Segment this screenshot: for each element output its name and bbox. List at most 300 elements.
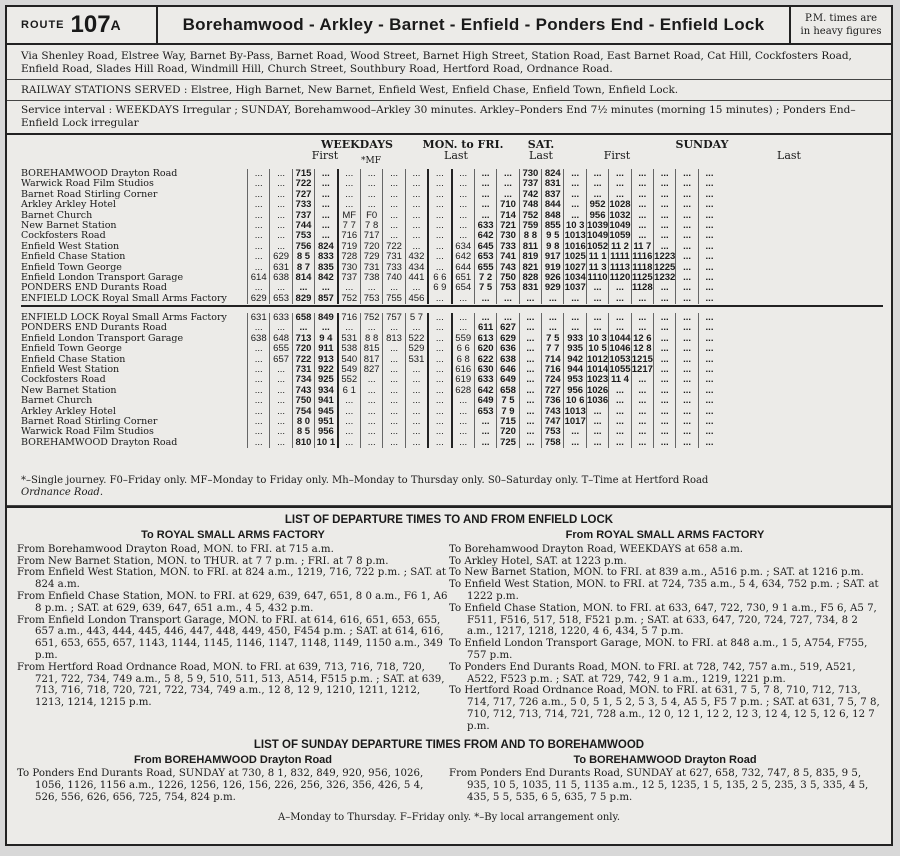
time-cell: 951 xyxy=(315,417,338,427)
time-cell: ... xyxy=(338,323,361,333)
time-cell: 642 xyxy=(452,252,475,262)
time-cell: ... xyxy=(338,396,361,406)
time-cell: 731 xyxy=(292,365,314,375)
route-suffix: A xyxy=(110,17,121,33)
time-cell: 10 1 xyxy=(315,438,338,448)
time-cell: ... xyxy=(270,427,292,437)
enfield-lock-list xyxy=(7,506,891,823)
stop-name: Cockfosters Road xyxy=(21,374,106,386)
time-cell: 649 xyxy=(497,375,519,385)
time-cell: 742 xyxy=(519,190,541,200)
time-cell: ... xyxy=(698,263,720,273)
time-cell: ... xyxy=(698,190,720,200)
time-cell: ... xyxy=(698,200,720,210)
time-cell: ... xyxy=(428,231,451,241)
time-cell: ... xyxy=(698,438,720,448)
time-cell: 1110 xyxy=(587,272,608,284)
time-cell: ... xyxy=(405,283,428,293)
time-cell: ... xyxy=(631,313,653,323)
departure-entry: To Enfield London Transport Garage, MON. to FRI. at 848 a.m., 1 5, A754, F755, 757 p.m. xyxy=(449,638,868,661)
time-cell: ... xyxy=(383,221,405,231)
time-cell: 633 xyxy=(270,313,292,323)
time-cell: ... xyxy=(428,294,451,304)
time-cell: ... xyxy=(586,417,608,427)
time-cell: 619 xyxy=(452,375,475,385)
time-cell: ... xyxy=(654,396,676,406)
time-cell: ... xyxy=(338,283,361,293)
time-cell: 552 xyxy=(338,375,361,385)
time-cell: ... xyxy=(270,231,292,241)
time-cell: 1013 xyxy=(564,230,586,242)
time-cell: ... xyxy=(676,407,698,417)
time-cell: 733 xyxy=(497,242,519,252)
time-cell: ... xyxy=(519,438,541,448)
time-cell: ... xyxy=(654,355,676,365)
time-cell: 653 xyxy=(474,252,496,262)
time-cell: ... xyxy=(338,200,361,210)
time-cell: 911 xyxy=(315,344,338,354)
stop-name: ENFIELD LOCK Royal Small Arms Factory xyxy=(21,292,227,304)
time-cell: ... xyxy=(360,386,382,396)
time-cell: ... xyxy=(405,407,428,417)
time-cell: 956 xyxy=(564,386,586,396)
time-cell: ... xyxy=(631,386,653,396)
time-cell: ... xyxy=(698,355,720,365)
time-cell: ... xyxy=(383,344,405,354)
time-cell: ... xyxy=(270,375,292,385)
time-cell: ... xyxy=(315,221,338,231)
time-cell: ... xyxy=(609,417,631,427)
time-cell: ... xyxy=(405,242,428,252)
time-cell: 722 xyxy=(383,242,405,252)
time-cell: 744 xyxy=(292,221,314,231)
time-cell: ... xyxy=(676,294,698,304)
time-cell: 6 8 xyxy=(452,355,475,365)
time-cell: ... xyxy=(676,211,698,221)
time-cell: ... xyxy=(654,211,676,221)
time-cell: ... xyxy=(564,169,586,179)
time-cell: ... xyxy=(519,427,541,437)
time-cell: 719 xyxy=(338,242,361,252)
time-cell: ... xyxy=(360,396,382,406)
time-cell: 844 xyxy=(542,200,564,210)
time-cell: ... xyxy=(452,438,475,448)
time-cell: 728 xyxy=(338,252,361,262)
stop-name: Cockfosters Road xyxy=(21,230,106,242)
time-cell: 11 7 xyxy=(631,242,653,252)
timetable-divider xyxy=(21,305,883,307)
time-cell: 733 xyxy=(292,200,314,210)
time-cell: ... xyxy=(270,200,292,210)
time-cell: ... xyxy=(248,263,270,273)
time-cell: 1111 xyxy=(610,251,630,263)
time-cell: 12 6 xyxy=(633,332,652,344)
time-cell: 734 xyxy=(292,375,314,385)
time-cell: 730 xyxy=(497,231,519,241)
time-cell: 522 xyxy=(405,334,428,344)
stop-name: ENFIELD LOCK Royal Small Arms Factory xyxy=(21,312,227,323)
time-cell: ... xyxy=(428,313,451,323)
time-cell: ... xyxy=(586,294,608,304)
time-cell: 1032 xyxy=(609,209,631,221)
time-cell: ... xyxy=(564,313,586,323)
time-cell: ... xyxy=(698,221,720,231)
time-cell: ... xyxy=(676,386,698,396)
inbound-table xyxy=(21,313,720,448)
time-cell: 655 xyxy=(474,263,496,273)
list2-left-text: To Ponders End Durants Road, SUNDAY at 730, 8 1, 832, 849, 920, 956, 1026, 1056, 1126, 1156 a.m., 1226, 1256, 126, 156, 226, 256, 326, 356, 426, 5 4, 526, 556, 626, 656, 725, 754, 824 p.m. xyxy=(17,768,424,803)
time-cell: ... xyxy=(654,334,676,344)
time-cell: 724 xyxy=(542,375,564,385)
footer-notes: A–Monday to Thursday. F–Friday only. *–By local arrangement only. xyxy=(278,811,620,823)
time-cell: ... xyxy=(270,438,292,448)
time-cell: 6 6 xyxy=(428,273,451,283)
time-cell: 821 xyxy=(519,263,541,273)
time-cell: 631 xyxy=(270,263,292,273)
time-cell: 629 xyxy=(497,334,519,344)
time-cell: 1014 xyxy=(586,364,609,376)
time-cell: 944 xyxy=(564,365,586,375)
time-cell: ... xyxy=(270,190,292,200)
time-cell: 731 xyxy=(383,252,405,262)
time-cell: 753 xyxy=(292,231,314,241)
departure-entry: From Enfield West Station, MON. to FRI. at 824 a.m., 1219, 716, 722 p.m. ; SAT. at 824 a.m. xyxy=(17,567,447,591)
time-cell: 953 xyxy=(564,375,586,385)
first-head: First xyxy=(311,149,339,162)
time-cell: 810 xyxy=(292,438,314,448)
monfri-last-head: Last xyxy=(444,149,468,162)
time-cell: ... xyxy=(631,323,653,333)
stop-name: PONDERS END Durants Road xyxy=(21,282,167,294)
time-cell: ... xyxy=(315,200,338,210)
time-cell: ... xyxy=(654,221,676,231)
time-cell: ... xyxy=(428,386,451,396)
time-cell: ... xyxy=(405,323,428,333)
time-cell: ... xyxy=(338,417,361,427)
time-cell: 941 xyxy=(315,396,338,406)
time-cell: ... xyxy=(360,179,382,189)
time-cell: ... xyxy=(698,344,720,354)
timetable-page xyxy=(5,5,893,846)
time-cell: ... xyxy=(497,190,519,200)
time-cell: 720 xyxy=(292,344,314,354)
time-cell: 5 7 xyxy=(405,313,428,323)
time-cell: ... xyxy=(315,323,338,333)
stop-name: Arkley Arkley Hotel xyxy=(21,405,116,417)
time-cell: ... xyxy=(405,365,428,375)
time-cell: 750 xyxy=(292,396,314,406)
time-cell: 824 xyxy=(542,169,564,179)
time-cell: ... xyxy=(474,211,496,221)
time-cell: ... xyxy=(338,438,361,448)
time-cell: 12 8 xyxy=(633,343,652,355)
time-cell: 1039 xyxy=(586,220,609,232)
time-cell: ... xyxy=(609,396,631,406)
stop-name: Barnet Road Stirling Corner xyxy=(21,188,158,200)
time-cell: ... xyxy=(383,190,405,200)
time-cell: 747 xyxy=(542,417,564,427)
time-cell: ... xyxy=(586,190,608,200)
time-cell: ... xyxy=(654,313,676,323)
time-cell: 9 8 xyxy=(542,242,564,252)
time-cell: ... xyxy=(609,386,631,396)
time-cell: ... xyxy=(474,438,496,448)
time-cell: 934 xyxy=(315,386,338,396)
time-cell: ... xyxy=(428,242,451,252)
time-cell: ... xyxy=(676,169,698,179)
time-cell: ... xyxy=(315,211,338,221)
notes-line2: Ordnance Road. xyxy=(21,487,104,498)
time-cell: ... xyxy=(428,334,451,344)
time-cell: ... xyxy=(564,294,586,304)
time-cell: 456 xyxy=(405,294,428,304)
time-cell: ... xyxy=(428,323,451,333)
time-cell: 945 xyxy=(315,407,338,417)
time-cell: 952 xyxy=(586,200,608,210)
time-cell: ... xyxy=(698,211,720,221)
list1-left xyxy=(17,526,449,733)
time-cell: ... xyxy=(452,169,475,179)
time-cell: F0 xyxy=(360,211,382,221)
route-label: ROUTE xyxy=(21,19,65,31)
time-cell: ... xyxy=(676,179,698,189)
time-cell: 9 5 xyxy=(542,231,564,241)
time-cell: 752 xyxy=(360,313,382,323)
railway-stations: RAILWAY STATIONS SERVED : Elstree, High Barnet, New Barnet, Enfield West, Enfield Chase, Enfield Town, Enfield Lock. xyxy=(7,80,891,101)
time-cell: ... xyxy=(248,221,270,231)
time-cell: ... xyxy=(405,211,428,221)
time-cell: 722 xyxy=(292,355,314,365)
time-cell: 848 xyxy=(542,211,564,221)
list2-left xyxy=(17,751,449,804)
time-cell: 1036 xyxy=(586,395,609,407)
list1-right-head: From ROYAL SMALL ARMS FACTORY xyxy=(565,529,765,541)
stop-name: Enfield Chase Station xyxy=(21,251,126,263)
time-cell: ... xyxy=(698,231,720,241)
time-cell: 1017 xyxy=(564,416,586,428)
time-cell: 1128 xyxy=(632,282,653,294)
time-cell: ... xyxy=(248,231,270,241)
time-cell: 540 xyxy=(338,355,361,365)
time-cell: 11 2 xyxy=(609,242,631,252)
time-cell: 646 xyxy=(497,365,519,375)
time-cell: ... xyxy=(248,190,270,200)
timetable-row xyxy=(21,294,720,304)
time-cell: 1037 xyxy=(564,282,586,294)
time-cell: 644 xyxy=(452,263,475,273)
time-cell: ... xyxy=(248,438,270,448)
time-cell: ... xyxy=(586,179,608,189)
time-cell: 1012 xyxy=(586,353,609,365)
time-cell: ... xyxy=(474,200,496,210)
time-cell: 616 xyxy=(452,365,475,375)
time-cell: 829 xyxy=(292,294,314,304)
time-cell: 653 xyxy=(474,407,496,417)
time-cell: ... xyxy=(474,313,496,323)
time-cell: 7 7 xyxy=(338,221,361,231)
pm-note-line1: P.M. times are xyxy=(804,13,878,24)
time-cell: ... xyxy=(609,438,631,448)
list2-columns xyxy=(7,751,891,804)
time-cell: 638 xyxy=(248,334,270,344)
time-cell: ... xyxy=(428,427,451,437)
time-cell: ... xyxy=(383,427,405,437)
time-cell: ... xyxy=(270,323,292,333)
departure-entry: To Ponders End Durants Road, MON. to FRI. at 728, 742, 757 a.m., 519, A521, A522, F523 p.m. ; SAT. at 729, 742, 9 1 a.m., 1219, 1221 p.m. xyxy=(449,661,856,685)
time-cell: 645 xyxy=(474,242,496,252)
time-cell: ... xyxy=(698,273,720,283)
time-cell: 753 xyxy=(360,294,382,304)
time-cell: ... xyxy=(631,200,653,210)
time-cell: ... xyxy=(428,417,451,427)
time-cell: 638 xyxy=(497,355,519,365)
time-cell: 1116 xyxy=(632,251,653,263)
time-cell: ... xyxy=(383,200,405,210)
service-interval: Service interval : WEEKDAYS Irregular ; SUNDAY, Borehamwood–Arkley 30 minutes. Arkley–Ponders End 7½ minutes (morning 15 minutes) ; Ponders End–Enfield Lock irregular xyxy=(7,101,891,135)
sunday-first-head: First xyxy=(603,149,631,162)
time-cell: ... xyxy=(586,438,608,448)
time-cell: ... xyxy=(383,211,405,221)
stop-name: New Barnet Station xyxy=(21,384,117,396)
time-cell: ... xyxy=(360,417,382,427)
time-cell: ... xyxy=(248,211,270,221)
time-cell: 7 7 xyxy=(542,344,564,354)
time-cell: ... xyxy=(564,179,586,189)
time-cell: 837 xyxy=(542,190,564,200)
time-cell: ... xyxy=(248,323,270,333)
time-cell: ... xyxy=(428,396,451,406)
time-cell: ... xyxy=(360,427,382,437)
time-cell: ... xyxy=(315,190,338,200)
time-cell: ... xyxy=(609,190,631,200)
time-cell: 657 xyxy=(270,355,292,365)
time-cell: ... xyxy=(428,407,451,417)
time-cell: ... xyxy=(698,407,720,417)
stop-name: Enfield West Station xyxy=(21,240,120,252)
list2-right-text: From Ponders End Durants Road, SUNDAY at 627, 658, 732, 747, 8 5, 835, 9 5, 935, 10 5, 1035, 11 5, 1135 a.m., 12 5, 1235, 1 5, 135, 2 5, 235, 3 5, 335, 4 5, 435, 5 5, 535, 6 5, 635, 7 5 p.m. xyxy=(449,768,869,803)
time-cell: 1215 xyxy=(631,353,653,365)
time-cell: ... xyxy=(405,438,428,448)
time-cell: 613 xyxy=(474,334,496,344)
time-cell: 10 5 xyxy=(588,343,607,355)
time-cell: 531 xyxy=(405,355,428,365)
time-cell: ... xyxy=(519,417,541,427)
sunday-last-head: Last xyxy=(777,149,801,162)
time-cell: ... xyxy=(248,386,270,396)
time-cell: ... xyxy=(360,283,382,293)
time-cell: ... xyxy=(428,252,451,262)
time-cell: ... xyxy=(497,179,519,189)
time-cell: ... xyxy=(428,190,451,200)
sat-head: SAT. xyxy=(527,138,555,151)
time-cell: ... xyxy=(428,169,451,179)
stop-name: Enfield West Station xyxy=(21,364,120,376)
time-cell: 855 xyxy=(542,221,564,231)
route-number: 107 xyxy=(70,11,111,38)
time-cell: ... xyxy=(519,313,541,323)
time-cell: ... xyxy=(360,407,382,417)
time-cell: 7 2 xyxy=(474,273,496,283)
time-cell: 753 xyxy=(542,427,564,437)
time-cell: 1013 xyxy=(564,405,586,417)
time-cell: ... xyxy=(698,417,720,427)
list1-right-items xyxy=(449,544,881,733)
time-cell: 1034 xyxy=(564,272,586,284)
list1-left-items xyxy=(17,544,449,709)
time-cell: ... xyxy=(383,386,405,396)
time-cell: ... xyxy=(315,231,338,241)
time-cell: 733 xyxy=(383,263,405,273)
via-roads: Via Shenley Road, Elstree Way, Barnet By-Pass, Barnet Road, Wood Street, Barnet High Street, Station Road, East Barnet Road, Cat Hill, Cockfosters Road, Enfield Road, Slades Hill Road, Windmill Hill, Church Street, Southbury Road, Hertford Road, Ordnance Road. xyxy=(7,45,891,80)
time-cell: ... xyxy=(248,417,270,427)
time-cell: 729 xyxy=(360,252,382,262)
time-cell: ... xyxy=(564,427,586,437)
time-cell: 642 xyxy=(474,386,496,396)
time-cell: ... xyxy=(405,190,428,200)
time-cell: ... xyxy=(519,407,541,417)
stop-name: Enfield London Transport Garage xyxy=(21,272,184,284)
time-cell: ... xyxy=(248,252,270,262)
time-cell: 658 xyxy=(497,386,519,396)
time-cell: ... xyxy=(248,407,270,417)
time-cell: ... xyxy=(383,323,405,333)
time-cell: 8 0 xyxy=(292,417,314,427)
time-cell: ... xyxy=(676,396,698,406)
time-cell: 638 xyxy=(270,273,292,283)
departure-entry: To New Barnet Station, MON. to FRI. at 839 a.m., A516 p.m. ; SAT. at 1216 p.m. xyxy=(449,567,864,579)
time-cell: ... xyxy=(609,179,631,189)
time-cell: 814 xyxy=(292,273,314,283)
departure-entry: To Hertford Road Ordnance Road, MON. to FRI. at 631, 7 5, 7 8, 710, 712, 713, 714, 717, 726 a.m., 5 0, 5 1, 5 2, 5 3, 5 4, A5 5, F5 7 p.m. ; SAT. at 631, 7 5, 7 8, 710, 712, 713, 714, 721, 728 a.m., 12 0, 12 1, 12 2, 12 3, 12 4, 12 5, 12 6, 12 7 p.m. xyxy=(449,685,880,732)
time-cell: 942 xyxy=(564,355,586,365)
time-cell: 1217 xyxy=(631,364,653,376)
timetable-row xyxy=(21,438,720,448)
time-cell: 758 xyxy=(542,438,564,448)
time-cell: ... xyxy=(383,396,405,406)
time-cell: ... xyxy=(383,179,405,189)
time-cell: 1046 xyxy=(609,343,631,355)
time-cell: ... xyxy=(428,365,451,375)
time-cell: 740 xyxy=(383,273,405,283)
stop-name: Barnet Church xyxy=(21,395,93,407)
time-cell: 10 3 xyxy=(565,220,585,232)
time-cell: ... xyxy=(497,313,519,323)
time-cell: 655 xyxy=(270,344,292,354)
sunday-head: SUNDAY xyxy=(675,138,729,151)
time-cell: 748 xyxy=(519,200,541,210)
time-cell: 737 xyxy=(292,211,314,221)
time-cell: ... xyxy=(698,396,720,406)
time-cell: ... xyxy=(383,438,405,448)
time-cell: ... xyxy=(428,211,451,221)
stop-name: Enfield Chase Station xyxy=(21,353,126,365)
time-cell: 935 xyxy=(564,344,586,354)
time-cell: ... xyxy=(676,221,698,231)
time-cell: 730 xyxy=(519,169,541,179)
time-cell: ... xyxy=(631,294,653,304)
stop-name: BOREHAMWOOD Drayton Road xyxy=(21,168,178,179)
time-cell: ... xyxy=(383,417,405,427)
time-cell: 8 8 xyxy=(360,334,382,344)
time-cell: ... xyxy=(542,294,564,304)
time-cell: 9 4 xyxy=(315,334,338,344)
time-cell: ... xyxy=(676,375,698,385)
time-cell: 1125 xyxy=(632,272,653,284)
time-cell: 727 xyxy=(292,190,314,200)
time-cell: 922 xyxy=(315,365,338,375)
time-cell: ... xyxy=(405,386,428,396)
time-cell: ... xyxy=(586,313,608,323)
